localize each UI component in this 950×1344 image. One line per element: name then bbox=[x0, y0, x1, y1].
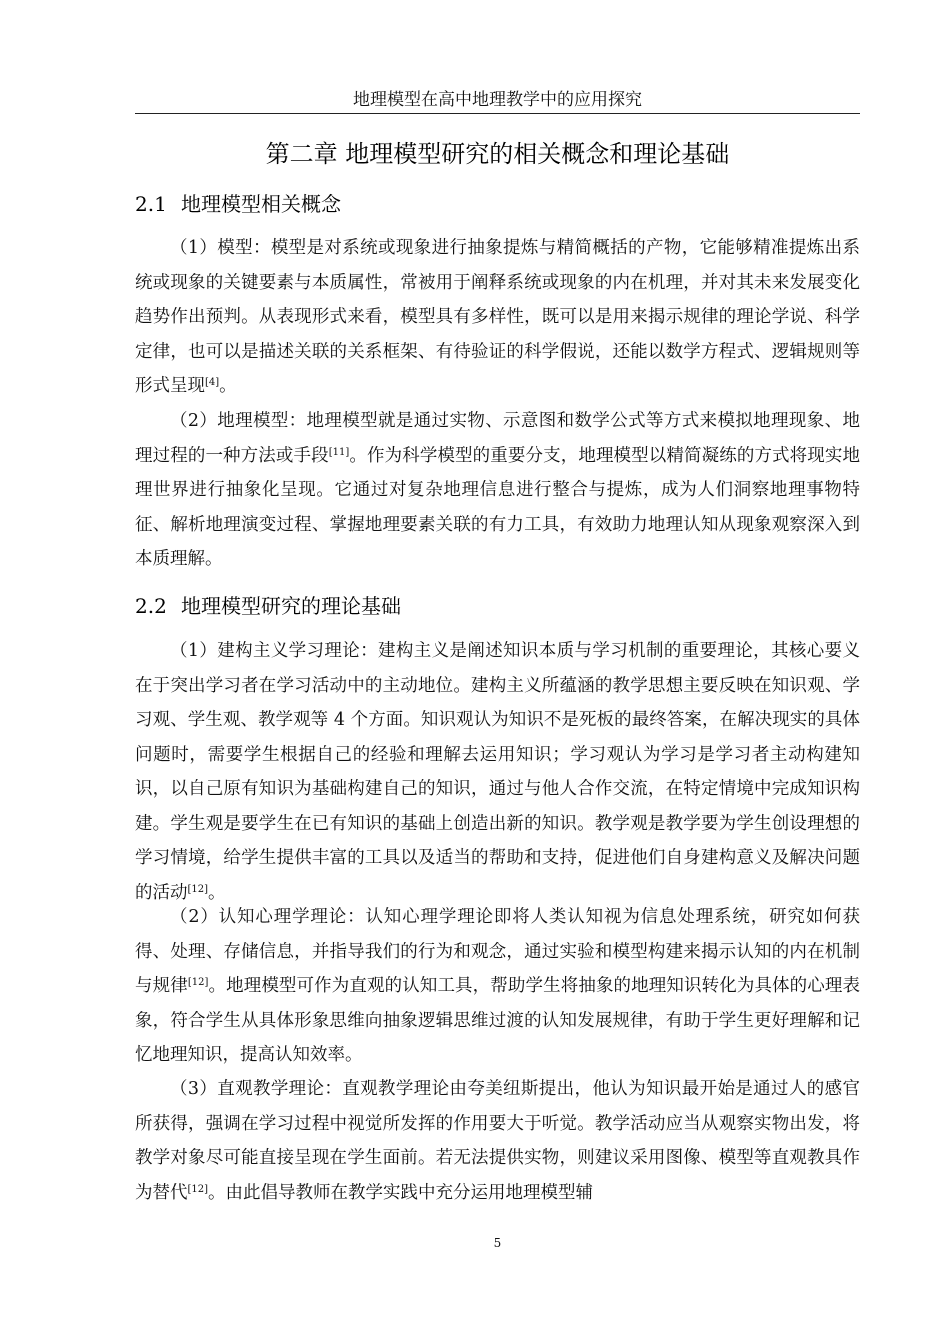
paragraph-text: （3）直观教学理论：直观教学理论由夸美纽斯提出，他认为知识最开始是通过人的感官所获得，强调在学习过程中视觉所发挥的作用要大于听觉。教学活动应当从观察实物出发，将教学对象尽可能直接呈现在学生面前。若无法提供实物，则建议采用图像、模型等直观教具作为替代 bbox=[135, 1079, 860, 1203]
paragraph-text: （2）地理模型：地理模型就是通过实物、示意图和数学公式等方式来模拟地理现象、地理过程的一种方法或手段 bbox=[135, 411, 860, 466]
section-title: 地理模型研究的理论基础 bbox=[181, 594, 401, 618]
paragraph-text: （1）建构主义学习理论：建构主义是阐述知识本质与学习机制的重要理论，其核心要义在于突出学习者在学习活动中的主动地位。建构主义所蕴涵的教学思想主要反映在知识观、学习观、学生观、教学观等 4 个方面。知识观认为知识不是死板的最终答案，在解决现实的具体问题时，需要学生根据自己的经验和理解去运用知识；学习观认为学习是学习者主动构建知识，以自己原有知识为基础构建自己的知识，通过与他人合作交流，在特定情境中完成知识构建。学生观是要学生在已有知识的基础上创造出新的知识。教学观是教学要为学生创设理想的学习情境，给学生提供丰富的工具以及适当的帮助和支持，促进他们自身建构意义及解决问题的活动 bbox=[135, 641, 860, 903]
running-header: 地理模型在高中地理教学中的应用探究 bbox=[353, 90, 642, 110]
section-heading-2-1 bbox=[135, 189, 860, 219]
page-number: 5 bbox=[493, 1236, 502, 1250]
chapter-title: 第二章 地理模型研究的相关概念和理论基础 bbox=[265, 140, 730, 168]
citation: [12] bbox=[187, 977, 209, 988]
paragraph-constructivism bbox=[135, 634, 860, 910]
paragraph-text-tail: 。作为科学模型的重要分支，地理模型以精简凝练的方式将现实地理世界进行抽象化呈现。它通过对复杂地理信息进行整合与提炼，成为人们洞察地理事物特征、解析地理演变过程、掌握地理要素关联的有力工具，有效助力地理认知从现象观察深入到本质理解。 bbox=[135, 445, 861, 569]
paragraph-intuitive-teaching bbox=[135, 1072, 860, 1210]
paragraph-geo-model-definition bbox=[135, 404, 860, 577]
section-number: 2.1 bbox=[135, 192, 167, 216]
section-title: 地理模型相关概念 bbox=[181, 192, 341, 216]
paragraph-cognitive-psychology bbox=[135, 900, 860, 1073]
paragraph-text-tail: 。地理模型可作为直观的认知工具，帮助学生将抽象的地理知识转化为具体的心理表象，符合学生从具体形象思维向抽象逻辑思维过渡的认知发展规律，有助于学生更好理解和记忆地理知识，提高认知效率。 bbox=[135, 976, 861, 1065]
paragraph-text: （2）认知心理学理论：认知心理学理论即将人类认知视为信息处理系统，研究如何获得、处理、存储信息，并指导我们的行为和观念，通过实验和模型构建来揭示认知的内在机制与规律 bbox=[135, 907, 860, 996]
header-rule bbox=[135, 113, 860, 114]
section-number: 2.2 bbox=[135, 594, 167, 618]
citation: [12] bbox=[187, 883, 209, 895]
citation: [12] bbox=[187, 1183, 209, 1195]
paragraph-text: （1）模型：模型是对系统或现象进行抽象提炼与精简概括的产物，它能够精准提炼出系统或现象的关键要素与本质属性，常被用于阐释系统或现象的内在机理，并对其未来发展变化趋势作出预判。从表现形式来看，模型具有多样性，既可以是用来揭示规律的理论学说、科学定律，也可以是描述关联的关系框架、有待验证的科学假说，还能以数学方程式、逻辑规则等形式呈现 bbox=[135, 238, 860, 396]
section-heading-2-2 bbox=[135, 591, 860, 621]
paragraph-text-tail: 。 bbox=[219, 376, 237, 396]
paragraph-model-definition bbox=[135, 231, 860, 404]
citation: [11] bbox=[328, 446, 350, 458]
paragraph-text-tail: 。由此倡导教师在教学实践中充分运用地理模型辅 bbox=[208, 1182, 594, 1203]
citation: [4] bbox=[205, 377, 220, 388]
paragraph-text-tail: 。 bbox=[208, 882, 226, 903]
